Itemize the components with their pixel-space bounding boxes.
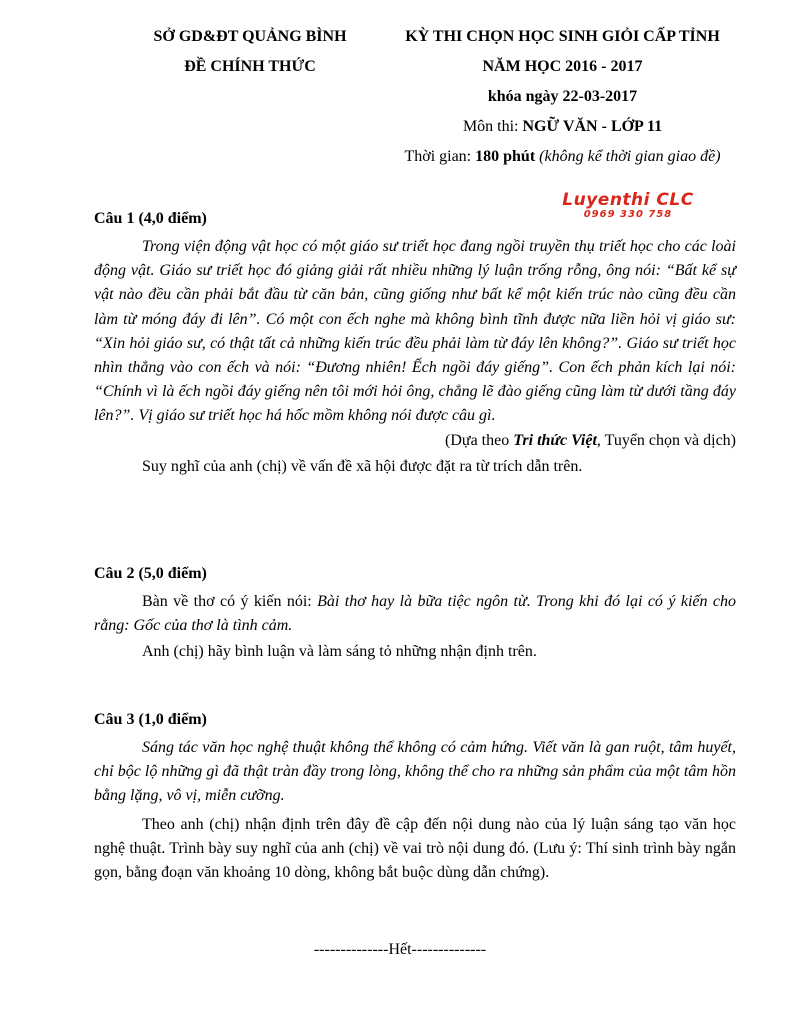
source-suffix: , Tuyển chọn và dịch) [596,431,736,449]
question-2-text [94,590,736,638]
question-1-title: Câu 1 (4,0 điểm) [94,210,207,227]
header-right [390,27,735,177]
watermark-name: Luyenthi CLC [562,190,694,210]
question-3-quote: Sáng tác văn học nghệ thuật không thể không có cảm hứng. Viết văn là gan ruột, tâm huyết, chỉ bộc lộ những gì đã thật tràn đầy trong lòng, không thể cho ra những sản phẩm của một tâm hồn bằng lặng, vô vị, miễn cưỡng. [94,739,736,805]
question-1 [94,207,736,479]
question-2-quote: Bài thơ hay là bữa tiệc ngôn từ. Trong khi đó lại có ý kiến cho rằng: Gốc của thơ là tình cảm. [94,593,736,635]
department-name: SỞ GD&ĐT QUẢNG BÌNH [153,28,347,45]
question-3-prompt: Theo anh (chị) nhận định trên đây đề cập đến nội dung nào của lý luận sáng tạo văn học nghệ thuật. Trình bày suy nghĩ của anh (chị) về vai trò nội dung đó. (Lưu ý: Thí sinh trình bày ngắn gọn, bằng đoạn văn khoảng 10 dòng, không bắt buộc dùng dẫn chứng). [94,815,736,882]
source-prefix: (Dựa theo [445,431,514,449]
time-value: 180 phút [475,148,536,165]
end-marker: --------------Hết-------------- [313,941,487,958]
question-1-prompt: Suy nghĩ của anh (chị) về vấn đề xã hội được đặt ra từ trích dẫn trên. [142,457,583,475]
time-note: (không kể thời gian giao đề) [535,148,721,165]
header-left [100,27,400,87]
school-year: NĂM HỌC 2016 - 2017 [482,58,643,75]
time-line [390,147,735,177]
subject-label: Môn thi: [462,118,523,135]
question-1-source [94,429,736,453]
exam-title: KỲ THI CHỌN HỌC SINH GIỎI CẤP TỈNH [405,28,720,45]
source-book: Tri thức Việt [513,431,597,449]
subject-value: NGỮ VĂN - LỚP 11 [522,118,663,135]
official-label: ĐỀ CHÍNH THỨC [184,58,316,75]
exam-date: khóa ngày 22-03-2017 [487,88,638,105]
question-2-prompt: Anh (chị) hãy bình luận và làm sáng tỏ những nhận định trên. [142,643,537,661]
question-3 [94,708,736,885]
question-1-passage: Trong viện động vật học có một giáo sư triết học đang ngồi truyền thụ triết học cho các loài động vật. Giáo sư triết học đó giảng giải rất nhiều những lý luận trống rỗng, ông nói: “Bất kể sự vật nào đều cần phải bắt đầu từ căn bản, cũng giống như bất kể một kiến trúc nào cũng đều cần làm từ móng đáy đi lên”. Có một con ếch nghe mà không bình tĩnh được nữa liền hỏi vị giáo sư: “Xin hỏi giáo sư, có thật tất cả những kiến trúc đều phải làm từ đáy lên không?”. Giáo sư triết học nhìn thẳng vào con ếch và nói: “Đương nhiên! Ếch ngồi đáy giếng”. Con ếch phản kích lại nói: “Chính vì là ếch ngồi đáy giếng nên tôi mới hỏi ông, chẳng lẽ đào giếng cũng làm từ dưới tầng đáy lên?”. Vị giáo sư triết học há hốc mồm không nói được câu gì. [94,238,736,425]
time-label: Thời gian: [404,148,476,165]
question-3-title: Câu 3 (1,0 điểm) [94,711,207,728]
subject-line [390,117,735,147]
question-2-intro: Bàn về thơ có ý kiến nói: [142,593,318,610]
question-2 [94,562,736,665]
watermark-phone: 0969 330 758 [583,209,673,220]
question-2-title: Câu 2 (5,0 điểm) [94,565,207,582]
